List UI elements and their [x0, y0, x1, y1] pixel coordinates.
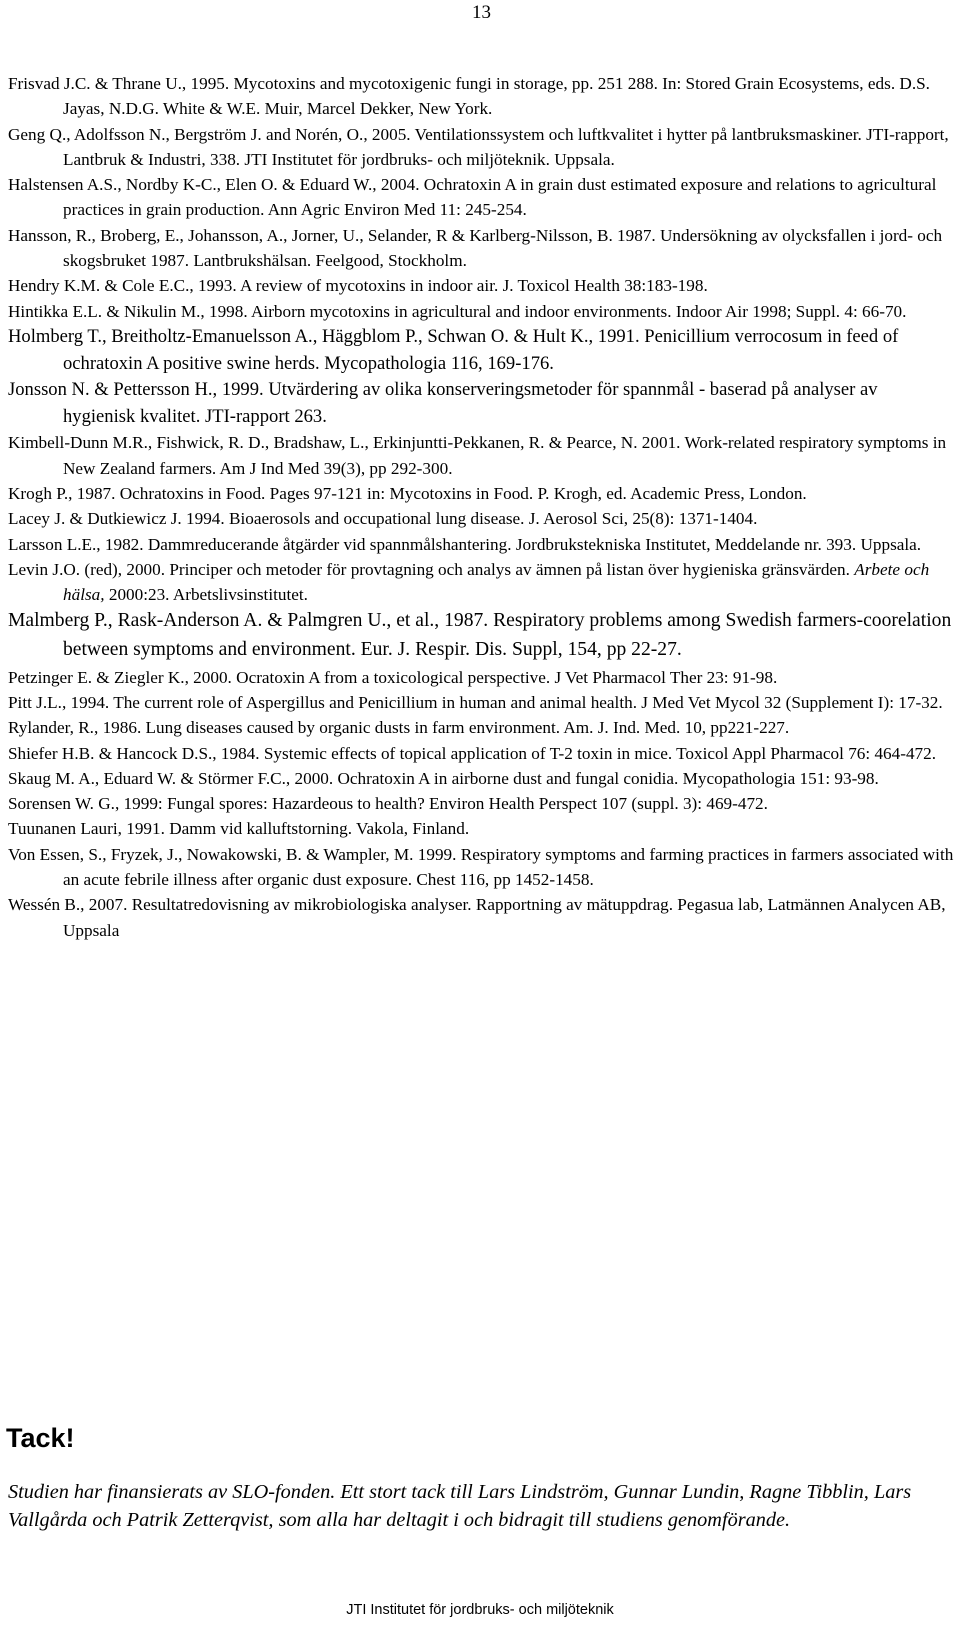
reference-item: Jonsson N. & Pettersson H., 1999. Utvärdering av olika konserveringsmetoder för spannmål - baserad på analyser av hygienisk kvalitet. JTI-rapport 263.: [8, 379, 878, 427]
reference-item: Larsson L.E., 1982. Dammreducerande åtgärder vid spannmålshantering. Jordbrukstekniska Institutet, Meddelande nr. 393. Uppsala.: [8, 534, 922, 554]
acknowledgement-heading: Tack!: [6, 1423, 75, 1453]
reference-item: Rylander, R., 1986. Lung diseases caused by organic dusts in farm environment. Am. J. Ind. Med. 10, pp221-227.: [8, 718, 790, 738]
page-number: 13: [472, 2, 491, 23]
reference-item: Hansson, R., Broberg, E., Johansson, A., Jorner, U., Selander, R & Karlberg-Nilsson, B. 1987. Undersökning av olycksfallen i jord- och skogsbruket 1987. Lantbrukshälsan. Feelgood, Stockholm.: [8, 225, 943, 271]
reference-item: Pitt J.L., 1994. The current role of Aspergillus and Penicillium in human and animal health. J Med Vet Mycol 32 (Supplement I): 17-32.: [8, 692, 943, 712]
reference-text: Levin J.O. (red), 2000. Principer och metoder för provtagning och analys av ämnen på listan över hygieniska gränsvärden.: [8, 559, 850, 579]
reference-item: [8, 557, 954, 608]
reference-item: Malmberg P., Rask-Anderson A. & Palmgren U., et al., 1987. Respiratory problems among Swedish farmers-coorelation between symptoms and environment. Eur. J. Respir. Dis. Suppl, 154, pp 22-27.: [8, 610, 952, 661]
reference-item: Petzinger E. & Ziegler K., 2000. Ocratoxin A from a toxicological perspective. J Vet Pharmacol Ther 23: 91-98.: [8, 667, 778, 687]
reference-item: Holmberg T., Breitholtz-Emanuelsson A., Häggblom P., Schwan O. & Hult K., 1991. Penicillium verrocosum in feed of ochratoxin A positive swine herds. Mycopathologia 116, 169-176.: [8, 325, 899, 374]
acknowledgement-text: Studien har finansierats av SLO-fonden. Ett stort tack till Lars Lindström, Gunnar Lundin, Ragne Tibblin, Lars Vallgårda och Patrik Zetterqvist, som alla har deltagit i och bidragit till studiens genomförande.: [8, 1481, 912, 1531]
reference-item: Hintikka E.L. & Nikulin M., 1998. Airborn mycotoxins in agricultural and indoor environments. Indoor Air 1998; Suppl. 4: 66-70.: [8, 301, 907, 321]
reference-item: Sorensen W. G., 1999: Fungal spores: Hazardeous to health? Environ Health Perspect 107 (suppl. 3): 469-472.: [8, 794, 768, 814]
reference-list: [8, 71, 954, 943]
reference-item: Hendry K.M. & Cole E.C., 1993. A review of mycotoxins in indoor air. J. Toxicol Health 38:183-198.: [8, 276, 708, 296]
reference-item: Lacey J. & Dutkiewicz J. 1994. Bioaerosols and occupational lung disease. J. Aerosol Sci, 25(8): 1371-1404.: [8, 509, 758, 529]
reference-item: Frisvad J.C. & Thrane U., 1995. Mycotoxins and mycotoxigenic fungi in storage, pp. 251 288. In: Stored Grain Ecosystems, eds. D.S. Jayas, N.D.G. White & W.E. Muir, Marcel Dekker, New York.: [8, 74, 930, 119]
reference-item: Halstensen A.S., Nordby K-C., Elen O. & Eduard W., 2004. Ochratoxin A in grain dust estimated exposure and relations to agricultural practices in grain production. Ann Agric Environ Med 11: 245-254.: [8, 175, 937, 220]
reference-item: Shiefer H.B. & Hancock D.S., 1984. Systemic effects of topical application of T-2 toxin in mice. Toxicol Appl Pharmacol 76: 464-472.: [8, 743, 937, 763]
reference-item: Krogh P., 1987. Ochratoxins in Food. Pages 97-121 in: Mycotoxins in Food. P. Krogh, ed. Academic Press, London.: [8, 483, 807, 503]
reference-item: Kimbell-Dunn M.R., Fishwick, R. D., Bradshaw, L., Erkinjuntti-Pekkanen, R. & Pearce, N. 2001. Work-related respiratory symptoms in New Zealand farmers. Am J Ind Med 39(3), pp 292-300.: [8, 433, 947, 478]
reference-item: Tuunanen Lauri, 1991. Damm vid kalluftstorning. Vakola, Finland.: [8, 819, 470, 839]
reference-item: Geng Q., Adolfsson N., Bergström J. and Norén, O., 2005. Ventilationssystem och luftkvalitet i hytter på lantbruksmaskiner. JTI-rapport, Lantbruk & Industri, 338. JTI Institutet för jordbruks- och miljöteknik. Uppsala.: [8, 124, 949, 169]
page-footer: JTI Institutet för jordbruks- och miljöteknik: [346, 1602, 614, 1618]
reference-italic-title: Arbete och hälsa,: [63, 559, 930, 605]
reference-item: Wessén B., 2007. Resultatredovisning av mikrobiologiska analyser. Rapportning av mätuppdrag. Pegasua lab, Latmännen Analycen AB, Uppsala: [8, 895, 946, 940]
reference-item: Von Essen, S., Fryzek, J., Nowakowski, B. & Wampler, M. 1999. Respiratory symptoms and farming practices in farmers associated with an acute febrile illness after organic dust exposure. Chest 116, pp 1452-1458.: [8, 844, 954, 889]
reference-item: Skaug M. A., Eduard W. & Störmer F.C., 2000. Ochratoxin A in airborne dust and fungal conidia. Mycopathologia 151: 93-98.: [8, 768, 879, 788]
reference-text: 2000:23. Arbetslivsinstitutet.: [108, 585, 308, 605]
